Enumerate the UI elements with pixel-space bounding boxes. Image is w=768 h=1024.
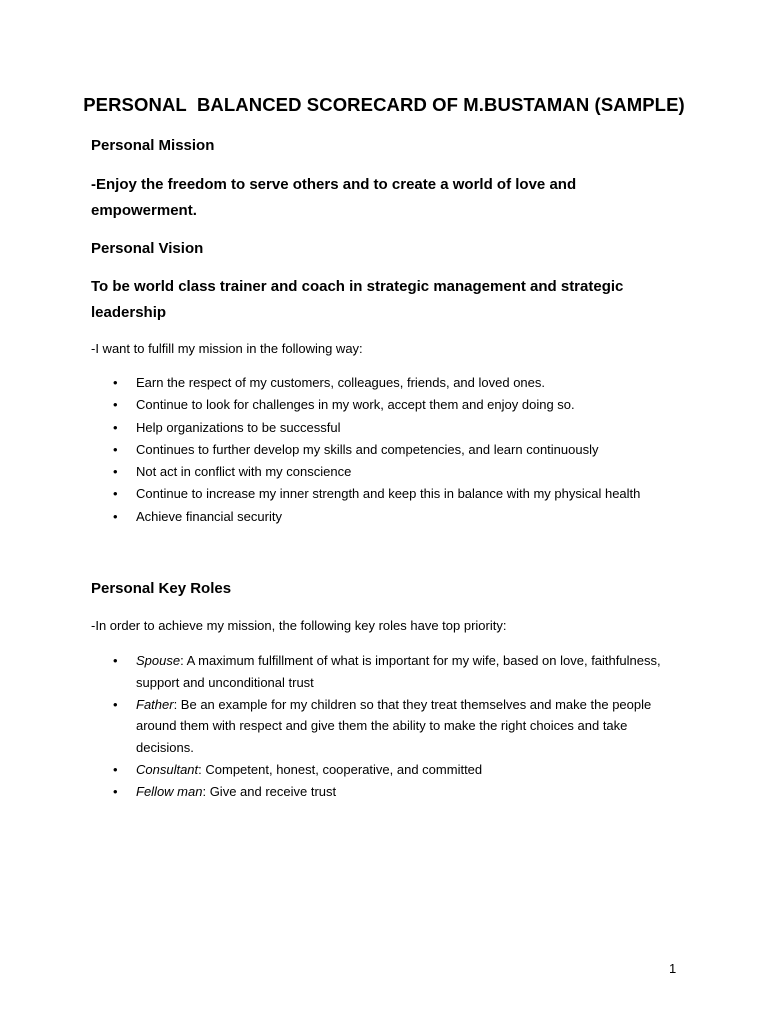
list-item: [91, 394, 691, 416]
list-item-text: Continue to look for challenges in my work, accept them and enjoy doing so.: [136, 397, 575, 413]
bullet-icon: •: [113, 464, 118, 480]
role-name: Father: [136, 696, 174, 712]
roles-heading: Personal Key Roles: [91, 580, 232, 597]
fulfill-intro: -I want to fulfill my mission in the following way:: [91, 341, 363, 356]
list-item-text: Not act in conflict with my conscience: [136, 464, 352, 480]
bullet-icon: •: [113, 375, 118, 390]
mission-heading: Personal Mission: [91, 137, 215, 154]
role-item: [91, 694, 691, 759]
bullet-icon: •: [113, 486, 118, 502]
role-description: : A maximum fulfillment of what is important for my wife, based on love, faithfulness, support and unconditional trust: [136, 653, 661, 690]
bullet-icon: •: [113, 441, 118, 457]
page-title: PERSONAL BALANCED SCORECARD OF M.BUSTAMAN (SAMPLE): [83, 94, 685, 115]
role-name: Fellow man: [136, 783, 203, 799]
bullet-icon: •: [113, 696, 118, 712]
fulfill-list: [91, 372, 691, 528]
role-item: [91, 650, 691, 694]
role-item: [91, 781, 691, 803]
list-item: [91, 461, 691, 483]
roles-list: [91, 650, 691, 803]
mission-text: -Enjoy the freedom to serve others and to create a world of love and empowerment.: [91, 176, 577, 219]
page-number: 1: [669, 961, 677, 976]
bullet-icon: •: [113, 653, 118, 668]
bullet-icon: •: [113, 761, 118, 777]
bullet-icon: •: [113, 397, 118, 413]
list-item-text: Continues to further develop my skills and competencies, and learn continuously: [136, 441, 599, 457]
list-item: [91, 483, 691, 505]
role-name: Consultant: [136, 761, 199, 777]
role-item: [91, 759, 691, 781]
list-item-text: Achieve financial security: [136, 508, 282, 524]
list-item: [91, 372, 691, 394]
bullet-icon: •: [113, 783, 118, 799]
list-item-text: Earn the respect of my customers, colleagues, friends, and loved ones.: [136, 375, 545, 390]
list-item: [91, 439, 691, 461]
roles-intro: -In order to achieve my mission, the following key roles have top priority:: [91, 618, 507, 633]
role-description: : Be an example for my children so that they treat themselves and make the people around them with respect and give them the ability to make the right choices and take decisions.: [136, 696, 652, 756]
list-item-text: Continue to increase my inner strength and keep this in balance with my physical health: [136, 486, 641, 502]
list-item: [91, 417, 691, 439]
role-name: Spouse: [136, 653, 181, 668]
list-item: [91, 506, 691, 528]
bullet-icon: •: [113, 419, 118, 435]
bullet-icon: •: [113, 508, 118, 524]
vision-heading: Personal Vision: [91, 240, 204, 257]
list-item-text: Help organizations to be successful: [136, 419, 341, 435]
role-description: : Competent, honest, cooperative, and committed: [198, 761, 483, 777]
role-description: : Give and receive trust: [202, 783, 337, 799]
vision-text: To be world class trainer and coach in strategic management and strategic leadership: [91, 278, 624, 321]
